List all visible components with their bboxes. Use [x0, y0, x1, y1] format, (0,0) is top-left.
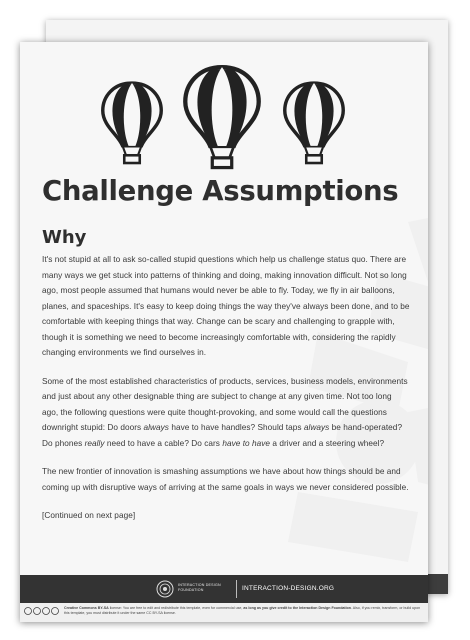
- balloons-illustration: [20, 42, 428, 182]
- paragraph-3: The new frontier of innovation is smashing assumptions we have about how things should be and coming up with disruptive ways of arriving at the same goals in ways we never considered possible.: [42, 467, 409, 492]
- license-bar: [20, 603, 428, 622]
- continued-note: [Continued on next page]: [42, 511, 136, 520]
- paragraph-1: It's not stupid at all to ask so-called stupid questions which help us challenge status quo. There are many ways we get stuck into patterns of thinking and doing, making innovation difficult. Not so long ago, most people assumed that humans would never be able to fly. Today, we fly in air balloons, planes, and spaceships. It's easy to keep doing things the way they've always been done, and to be comfortable with keeping things that way. Change can be scary and challenging to grapple with, though it is something we need to become increasingly comfortable with, considering the rapidly changing environments we find ourselves in.: [42, 255, 410, 357]
- footer-organization: INTERACTION DESIGN FOUNDATION: [178, 583, 221, 592]
- hot-air-balloon-icon: [285, 83, 343, 163]
- document-title: Challenge Assumptions: [42, 175, 399, 207]
- interaction-design-foundation-logo: [156, 580, 174, 598]
- hot-air-balloon-icon: [103, 83, 161, 163]
- page-footer: [20, 575, 428, 603]
- creative-commons-icon: [24, 607, 62, 615]
- paragraph-2: Some of the most established characteristics of products, services, business models, environments and just about any other designable thing are subject to change at any given time. Not too long ago, the following questions were quite thought-provoking, and some would call the questions downright stupid: Do doors always have to have handles? Should taps always be hand-operated? Do phones really need to have a cable? Do cars have to have a driver and a steering wheel?: [42, 376, 408, 448]
- footer-url-link[interactable]: INTERACTION-DESIGN.ORG: [242, 585, 335, 592]
- footer-divider: [236, 580, 237, 598]
- license-text: Creative Commons BY-SA license: You are free to edit and redistribute this template, even for commercial use, as long as you give credit to the Interaction Design Foundation. Also, if you remix, transform, or build upon this template, you must distribute it under the same CC BY-SA license.: [64, 606, 421, 616]
- section-heading-why: Why: [42, 227, 87, 248]
- hot-air-balloon-icon: [185, 67, 258, 167]
- front-page: [20, 42, 428, 622]
- body-text: [42, 252, 410, 537]
